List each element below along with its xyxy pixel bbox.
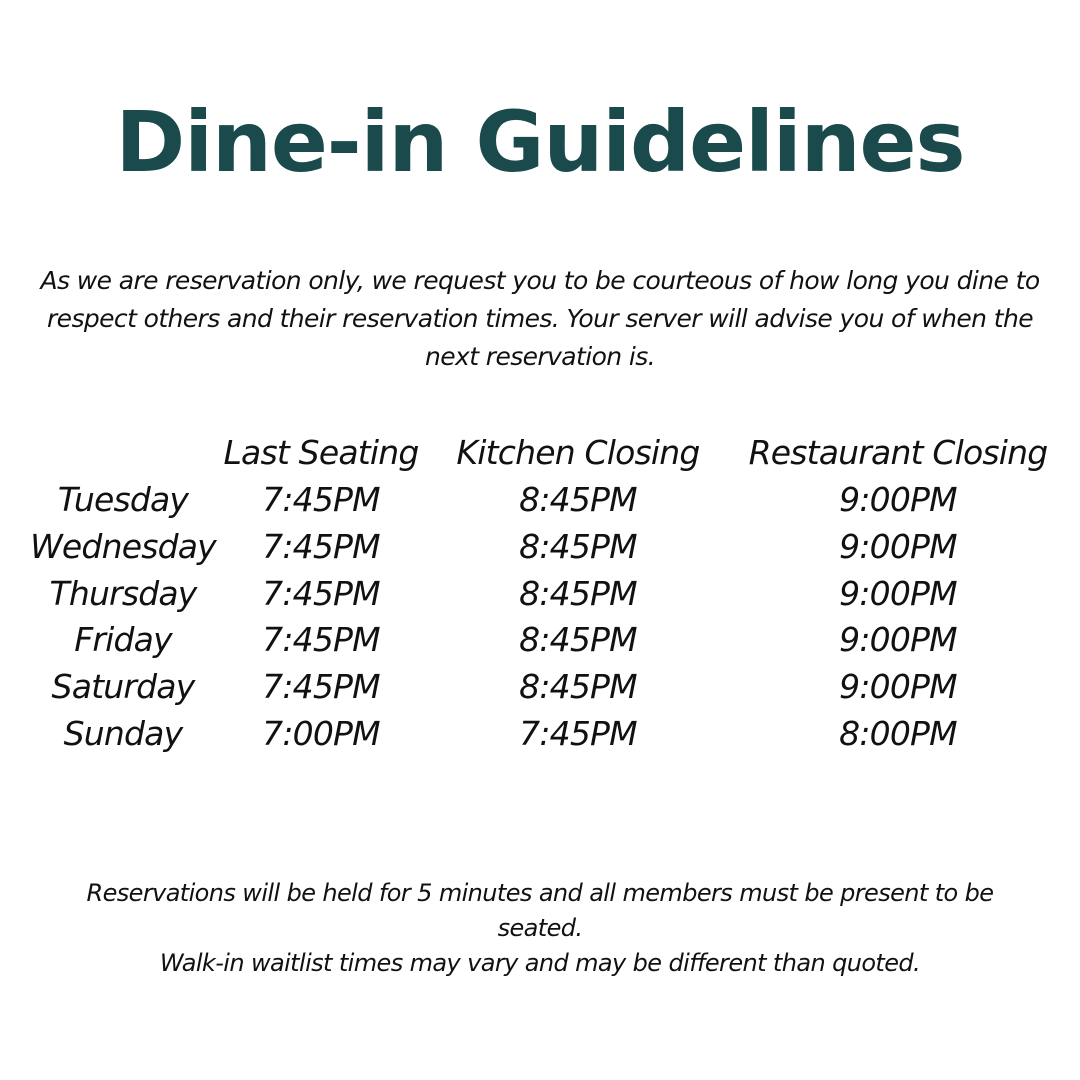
intro-paragraph: As we are reservation only, we request you to be courteous of how long you dine to respect others and their reservation times. Your server will advise you of when the next reservation is. [40, 266, 1040, 371]
restaurant-closing-cell: 8:00PM [839, 714, 957, 753]
kitchen-closing-cell: 8:45PM [519, 527, 637, 566]
day-cell: Tuesday [57, 480, 189, 519]
day-cell: Friday [74, 620, 172, 659]
table-row [0, 524, 1080, 570]
last-seating-cell: 7:45PM [262, 574, 380, 613]
last-seating-cell: 7:45PM [262, 667, 380, 706]
last-seating-cell: 7:45PM [262, 480, 380, 519]
table-row [0, 617, 1080, 663]
restaurant-closing-cell: 9:00PM [839, 574, 957, 613]
reservation-hold-note: Reservations will be held for 5 minutes and all members must be present to be seated. [86, 879, 994, 942]
header-kitchen-closing: Kitchen Closing [456, 433, 700, 472]
schedule-table [0, 430, 1080, 760]
table-row [0, 477, 1080, 523]
kitchen-closing-cell: 8:45PM [519, 574, 637, 613]
restaurant-closing-cell: 9:00PM [839, 527, 957, 566]
header-last-seating: Last Seating [223, 433, 419, 472]
restaurant-closing-cell: 9:00PM [839, 667, 957, 706]
kitchen-closing-cell: 8:45PM [519, 620, 637, 659]
restaurant-closing-cell: 9:00PM [839, 620, 957, 659]
day-cell: Sunday [63, 714, 183, 753]
table-row [0, 664, 1080, 710]
kitchen-closing-cell: 7:45PM [519, 714, 637, 753]
footer-notes [60, 876, 1020, 981]
day-cell: Saturday [51, 667, 195, 706]
page-title: Dine-in Guidelines [115, 93, 965, 191]
day-cell: Wednesday [30, 527, 216, 566]
table-row [0, 571, 1080, 617]
table-row [0, 711, 1080, 757]
restaurant-closing-cell: 9:00PM [839, 480, 957, 519]
kitchen-closing-cell: 8:45PM [519, 480, 637, 519]
header-restaurant-closing: Restaurant Closing [748, 433, 1048, 472]
last-seating-cell: 7:45PM [262, 620, 380, 659]
day-cell: Thursday [49, 574, 197, 613]
last-seating-cell: 7:45PM [262, 527, 380, 566]
waitlist-note: Walk-in waitlist times may vary and may be different than quoted. [159, 949, 921, 977]
last-seating-cell: 7:00PM [262, 714, 380, 753]
kitchen-closing-cell: 8:45PM [519, 667, 637, 706]
